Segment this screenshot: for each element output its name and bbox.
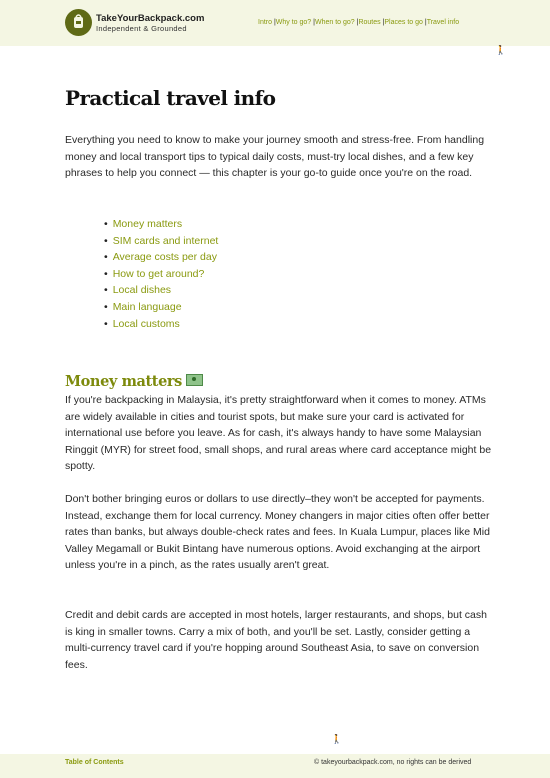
nav-separator: | xyxy=(311,19,315,26)
nav-separator: | xyxy=(422,19,427,26)
nav-separator: | xyxy=(354,19,359,26)
page-title: Practical travel info xyxy=(65,86,276,110)
nav-item-routes[interactable]: Routes xyxy=(358,19,381,26)
hiker-icon: 🚶 xyxy=(495,46,507,56)
nav-item-when-to-go[interactable]: When to go? xyxy=(314,19,355,26)
nav-separator: | xyxy=(380,19,385,26)
intro-paragraph: Everything you need to know to make your journey smooth and stress-free. From handling money and local transport tips to typical daily costs, must-try local dishes, and a few key phrases to help you connect — this chapter is your go-to guide once you're on the road. xyxy=(65,134,485,180)
toc-item-local-dishes[interactable]: • Local dishes xyxy=(104,282,218,299)
toc-item-main-language[interactable]: • Main language xyxy=(104,299,218,316)
section-heading-text: Money matters xyxy=(65,373,182,390)
nav-separator: | xyxy=(272,19,276,26)
money-icon xyxy=(186,374,203,386)
toc-item-average-costs[interactable]: • Average costs per day xyxy=(104,249,218,266)
footer-copyright: © takeyourbackpack.com, no rights can be derived xyxy=(314,759,472,766)
table-of-contents-link[interactable]: Table of Contents xyxy=(65,759,124,766)
toc-item-money-matters[interactable]: • Money matters xyxy=(104,216,218,233)
nav-item-travel-info[interactable]: Travel info xyxy=(426,19,460,26)
toc-item-get-around[interactable]: • How to get around? xyxy=(104,266,218,283)
section-paragraph: If you're backpacking in Malaysia, it's pretty straightforward when it comes to money. ATMs are widely available in cities and tourist spots, but make sure your card is activated for international use before you leave. As for cash, it's always handy to have some Malaysian Ringgit (MYR) for street food, small shops, and rural areas where card acceptance might be spotty. xyxy=(65,394,492,473)
section-paragraph: Credit and debit cards are accepted in most hotels, larger restaurants, and shops, but cash is king in smaller towns. Carry a mix of both, and you'll be set. Lastly, consider getting a multi-currency travel card if you're hopping around Southeast Asia, to save on conversion fees. xyxy=(65,609,487,671)
top-nav xyxy=(258,19,459,26)
section-heading xyxy=(65,373,203,390)
nav-item-why-to-go[interactable]: Why to go? xyxy=(275,19,312,26)
logo[interactable] xyxy=(65,9,92,36)
brand-tagline: Independent & Grounded xyxy=(96,24,187,33)
footer-band xyxy=(0,754,550,778)
toc-item-sim-cards[interactable]: • SIM cards and internet xyxy=(104,233,218,250)
toc-item-local-customs[interactable]: • Local customs xyxy=(104,316,218,333)
nav-item-places-to-go[interactable]: Places to go xyxy=(384,19,423,26)
hiker-icon: 🚶 xyxy=(331,735,343,745)
section-paragraph: Don't bother bringing euros or dollars to use directly–they won't be accepted for payments. Instead, exchange them for local currency. Money changers in major cities often offer better rates than banks, but always double-check rates and fees. In Kuala Lumpur, places like Mid Valley Megamall or Bukit Bintang have numerous options. Avoid exchanging at the airport unless you're in a pinch, as the rates usually aren't great. xyxy=(65,493,490,572)
brand xyxy=(96,13,204,34)
chapter-toc xyxy=(104,216,218,332)
nav-item-intro[interactable]: Intro xyxy=(258,19,273,26)
brand-name: TakeYourBackpack.com xyxy=(96,13,205,24)
backpack-icon xyxy=(70,13,87,32)
